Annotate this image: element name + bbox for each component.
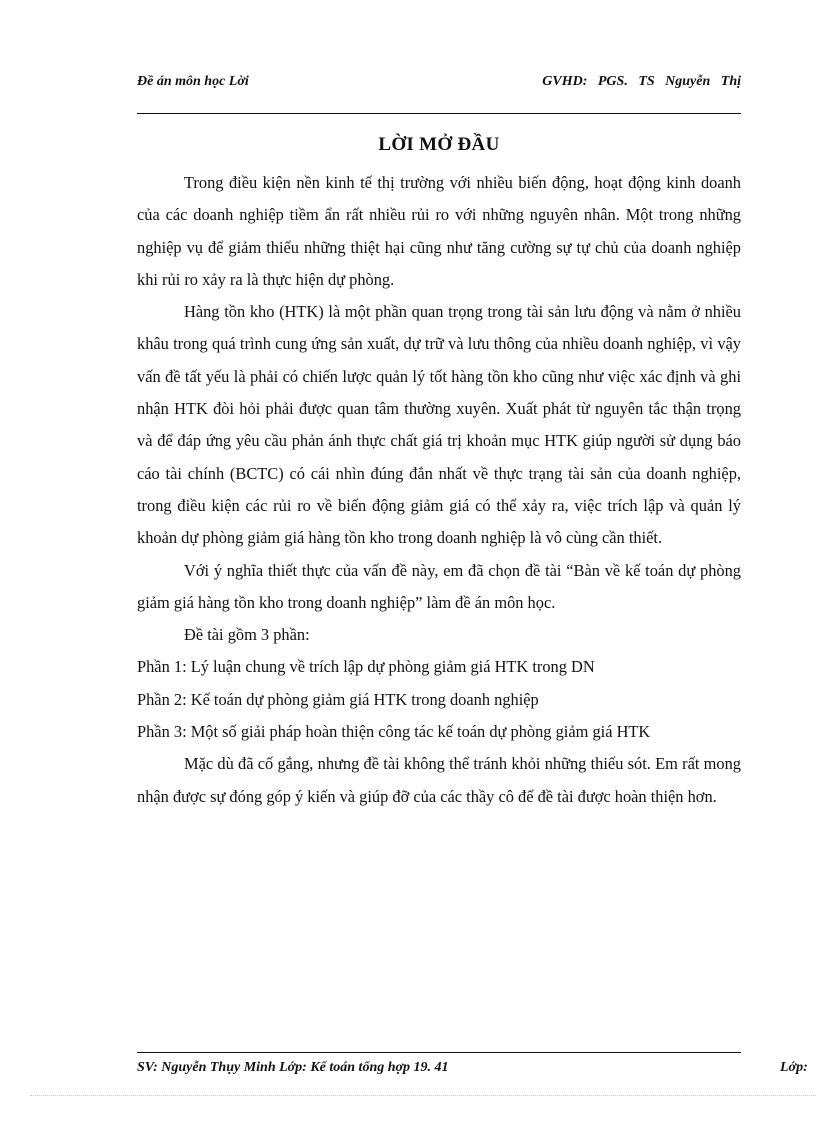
page-title: LỜI MỞ ĐẦU bbox=[378, 134, 500, 155]
paragraph-structure: Đề tài gồm 3 phần: bbox=[184, 625, 310, 645]
footer-class-label: Lớp: bbox=[780, 1060, 808, 1075]
paragraph-inventory: Hàng tồn kho (HTK) là một phần quan trọng trong tài sản lưu động và nằm ở nhiều khâu trong quá trình cung ứng sản xuất, dự trữ và lưu thông của nhiều doanh nghiệp, vì vậy vấn đề tất yếu là phải có chiến lược quản lý tốt hàng tồn kho cũng như việc xác định và ghi nhận HTK đòi hỏi phải được quan tâm thường xuyên. Xuất phát từ nguyên tắc thận trọng và để đáp ứng yêu cầu phản ánh thực chất giá trị khoản mục HTK giúp người sử dụng báo cáo tài chính (BCTC) có cái nhìn đúng đắn nhất về thực trạng tài sản của doanh nghiệp, trong điều kiện các rủi ro về biến động giảm giá có thể xảy ra, việc trích lập và quản lý khoản dự phòng giảm giá hàng tồn kho trong doanh nghiệp là vô cùng cần thiết. bbox=[137, 302, 741, 548]
page-bottom-dotted-line bbox=[30, 1095, 816, 1096]
paragraph-intro: Trong điều kiện nền kinh tế thị trường với nhiều biến động, hoạt động kinh doanh của các doanh nghiệp tiềm ẩn rất nhiều rủi ro với những nguyên nhân. Một trong những nghiệp vụ để giảm thiểu những thiệt hại cũng như tăng cường sự tự chủ của doanh nghiệp khi rủi ro xảy ra là thực hiện dự phòng. bbox=[137, 173, 741, 289]
header-supervisor: GVHD: PGS. TS Nguyễn Thị bbox=[542, 74, 741, 89]
footer-rule bbox=[137, 1052, 741, 1053]
body-text bbox=[137, 167, 741, 813]
paragraph-topic: Với ý nghĩa thiết thực của vấn đề này, em đã chọn đề tài “Bàn về kế toán dự phòng giảm giá hàng tồn kho trong doanh nghiệp” làm đề án môn học. bbox=[137, 560, 741, 612]
page-header bbox=[137, 72, 741, 116]
header-rule bbox=[137, 113, 741, 114]
footer-student-info: SV: Nguyễn Thụy Minh Lớp: Kế toán tổng hợp 19. 41 bbox=[137, 1060, 449, 1075]
paragraph-closing: Mặc dù đã cố gắng, nhưng đề tài không thể tránh khỏi những thiếu sót. Em rất mong nhận được sự đóng góp ý kiến và giúp đỡ của các thầy cô để đề tài được hoàn thiện hơn. bbox=[137, 754, 741, 806]
part-item-1: Phần 1: Lý luận chung về trích lập dự phòng giảm giá HTK trong DN bbox=[137, 657, 595, 677]
header-course-label: Đề án môn học Lời bbox=[137, 74, 249, 89]
part-item-2: Phần 2: Kế toán dự phòng giảm giá HTK trong doanh nghiệp bbox=[137, 689, 539, 709]
part-item-3: Phần 3: Một số giải pháp hoàn thiện công tác kế toán dự phòng giảm giá HTK bbox=[137, 722, 651, 742]
